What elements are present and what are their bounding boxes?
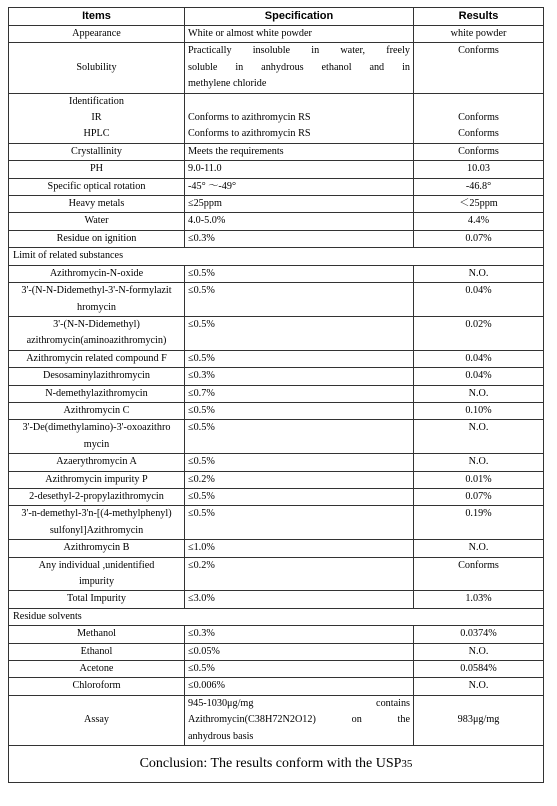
table-row (9, 420, 544, 454)
result-residue-ignition: 0.07% (414, 230, 544, 247)
item-line: sulfonyl]Azithromycin (49, 524, 144, 536)
item-heavy-metals: Heavy metals (9, 196, 185, 213)
related-substance-item (9, 368, 185, 385)
item-solubility: Solubility (9, 43, 185, 93)
related-substance-item (9, 265, 185, 282)
related-substance-spec: ≤0.5% (185, 316, 414, 350)
related-substance-spec: ≤0.5% (185, 454, 414, 471)
result-solubility: Conforms (414, 43, 544, 93)
item-line: azithromycin(aminoazithromycin) (26, 335, 167, 347)
solvent-result: N.O. (414, 643, 544, 660)
related-substance-item (9, 283, 185, 317)
table-row (9, 213, 544, 230)
spec-line: Practically insoluble in water, freely (188, 45, 410, 57)
item-line: 3'-n-demethyl-3'n-[(4-methylphenyl) (21, 508, 172, 520)
header-specification: Specification (185, 8, 414, 26)
related-substance-result: N.O. (414, 540, 544, 557)
related-substance-item (9, 316, 185, 350)
solvent-result: 0.0584% (414, 661, 544, 678)
spec-heavy-metals: ≤25ppm (185, 196, 414, 213)
item-line: Azithromycin-N-oxide (49, 267, 144, 279)
section-related-substances: Limit of related substances (9, 248, 544, 265)
related-substance-result: 0.04% (414, 368, 544, 385)
table-row (9, 178, 544, 195)
spec-line: anhydrous basis (188, 730, 254, 742)
related-substance-spec: ≤0.5% (185, 420, 414, 454)
table-row (9, 93, 544, 143)
result-heavy-metals: ＜25ppm (414, 196, 544, 213)
related-substance-spec: ≤0.3% (185, 368, 414, 385)
solvent-item: Methanol (9, 626, 185, 643)
result-crystallinity: Conforms (414, 143, 544, 160)
result-ir: Conforms (458, 112, 499, 124)
related-substance-item (9, 557, 185, 591)
related-substance-spec: ≤0.2% (185, 471, 414, 488)
related-substance-item (9, 506, 185, 540)
item-line: 2-desethyl-2-propylazithromycin (29, 490, 164, 502)
item-identification (9, 93, 185, 143)
result-ph: 10.03 (414, 161, 544, 178)
section-residue-solvents: Residue solvents (9, 608, 544, 625)
table-row (9, 368, 544, 385)
spec-optical-rotation: -45° ～-49° (185, 178, 414, 195)
related-substance-result: 1.03% (414, 591, 544, 608)
item-line: 3'-(N-N-Didemethyl-3'-N-formylazit (21, 285, 172, 297)
spec-appearance: White or almost white powder (185, 26, 414, 43)
table-row (9, 161, 544, 178)
item-line: N-demethylazithromycin (45, 387, 148, 399)
item-line: Azithromycin B (63, 542, 130, 554)
table-row (9, 540, 544, 557)
item-water: Water (9, 213, 185, 230)
related-substance-spec: ≤0.5% (185, 488, 414, 505)
related-substance-result: Conforms (414, 557, 544, 591)
solvent-result: 0.0374% (414, 626, 544, 643)
item-crystallinity: Crystallinity (9, 143, 185, 160)
item-assay: Assay (9, 695, 185, 745)
table-row (9, 557, 544, 591)
related-substance-spec: ≤0.7% (185, 385, 414, 402)
related-substance-spec: ≤0.5% (185, 350, 414, 367)
usp-edition: 35 (401, 757, 413, 770)
conclusion-row (9, 746, 544, 783)
item-line: Azaerythromycin A (56, 456, 137, 468)
solvent-spec: ≤0.006% (185, 678, 414, 695)
spec-assay (185, 695, 414, 745)
related-substance-spec: ≤3.0% (185, 591, 414, 608)
table-row (9, 643, 544, 660)
table-row (9, 230, 544, 247)
item-line: Desosaminylazithromycin (43, 370, 150, 382)
table-row (9, 402, 544, 419)
table-row (9, 350, 544, 367)
table-row (9, 26, 544, 43)
related-substance-result: N.O. (414, 265, 544, 282)
table-row (9, 488, 544, 505)
spec-line: soluble in anhydrous ethanol and in (188, 61, 410, 73)
related-substance-result: 0.10% (414, 402, 544, 419)
related-substance-result: 0.19% (414, 506, 544, 540)
conclusion-text: Conclusion: The results conform with the USP (139, 755, 402, 771)
spec-line: Azithromycin(C38H72N2O12) on the (188, 714, 410, 726)
solvent-spec: ≤0.3% (185, 626, 414, 643)
related-substance-result: N.O. (414, 454, 544, 471)
table-row (9, 265, 544, 282)
related-substance-spec: ≤0.5% (185, 402, 414, 419)
item-ph: PH (9, 161, 185, 178)
result-appearance: white powder (414, 26, 544, 43)
solvent-result: N.O. (414, 678, 544, 695)
table-row (9, 626, 544, 643)
item-residue-ignition: Residue on ignition (9, 230, 185, 247)
related-substance-item (9, 420, 185, 454)
item-line: Azithromycin C (63, 404, 130, 416)
spec-residue-ignition: ≤0.3% (185, 230, 414, 247)
identification-ir-label: IR (91, 112, 102, 124)
spec-ph: 9.0-11.0 (185, 161, 414, 178)
table-row (9, 454, 544, 471)
table-row (9, 283, 544, 317)
related-substance-item (9, 488, 185, 505)
related-substance-item (9, 591, 185, 608)
solvent-item: Acetone (9, 661, 185, 678)
header-items: Items (9, 8, 185, 26)
result-identification (414, 93, 544, 143)
table-row (9, 316, 544, 350)
spec-water: 4.0-5.0% (185, 213, 414, 230)
spec-identification (185, 93, 414, 143)
table-row (9, 506, 544, 540)
item-line: 3'-De(dimethylamino)-3'-oxoazithro (22, 422, 171, 434)
related-substance-item (9, 471, 185, 488)
related-substance-result: 0.01% (414, 471, 544, 488)
related-substance-result: 0.04% (414, 283, 544, 317)
table-row (9, 196, 544, 213)
item-line: 3'-(N-N-Didemethyl) (53, 318, 140, 330)
item-appearance: Appearance (9, 26, 185, 43)
related-substances-body (9, 265, 544, 608)
identification-label: Identification (69, 95, 124, 107)
related-substance-result: 0.07% (414, 488, 544, 505)
header-row (9, 8, 544, 26)
related-substance-result: N.O. (414, 385, 544, 402)
spec-crystallinity: Meets the requirements (185, 143, 414, 160)
spec-line: methylene chloride (188, 78, 267, 90)
item-line: Total Impurity (67, 593, 126, 605)
related-substance-item (9, 402, 185, 419)
conclusion (9, 746, 544, 783)
related-substance-result: 0.02% (414, 316, 544, 350)
result-water: 4.4% (414, 213, 544, 230)
spec-ir: Conforms to azithromycin RS (188, 112, 311, 124)
item-line: Azithromycin impurity P (45, 473, 148, 485)
spec-line: 945-1030μg/mg contains (188, 697, 410, 709)
section-row (9, 608, 544, 625)
related-substance-result: 0.04% (414, 350, 544, 367)
related-substance-item (9, 454, 185, 471)
spec-solubility (185, 43, 414, 93)
solvent-spec: ≤0.05% (185, 643, 414, 660)
table-row (9, 661, 544, 678)
table-row (9, 385, 544, 402)
item-line: hromycin (76, 301, 117, 313)
item-line: Azithromycin related compound F (26, 352, 167, 364)
residue-solvents-body (9, 626, 544, 696)
result-optical-rotation: -46.8° (414, 178, 544, 195)
identification-hplc-label: HPLC (83, 128, 110, 140)
related-substance-item (9, 385, 185, 402)
item-line: mycin (83, 438, 110, 450)
solvent-item: Chloroform (9, 678, 185, 695)
table-row (9, 43, 544, 93)
solvent-item: Ethanol (9, 643, 185, 660)
related-substance-spec: ≤1.0% (185, 540, 414, 557)
solvent-spec: ≤0.5% (185, 661, 414, 678)
table-row (9, 143, 544, 160)
related-substance-spec: ≤0.5% (185, 506, 414, 540)
table-row (9, 471, 544, 488)
section-row (9, 248, 544, 265)
item-line: Any individual ,unidentified (38, 559, 155, 571)
item-optical-rotation: Specific optical rotation (9, 178, 185, 195)
table-row (9, 695, 544, 745)
related-substance-spec: ≤0.5% (185, 265, 414, 282)
related-substance-spec: ≤0.2% (185, 557, 414, 591)
table-row (9, 591, 544, 608)
result-hplc: Conforms (458, 128, 499, 140)
result-assay: 983μg/mg (414, 695, 544, 745)
spec-hplc: Conforms to azithromycin RS (188, 128, 311, 140)
header-results: Results (414, 8, 544, 26)
coa-table (8, 7, 544, 783)
table-row (9, 678, 544, 695)
related-substance-item (9, 350, 185, 367)
related-substance-result: N.O. (414, 420, 544, 454)
related-substance-spec: ≤0.5% (185, 283, 414, 317)
related-substance-item (9, 540, 185, 557)
item-line: impurity (78, 576, 115, 587)
